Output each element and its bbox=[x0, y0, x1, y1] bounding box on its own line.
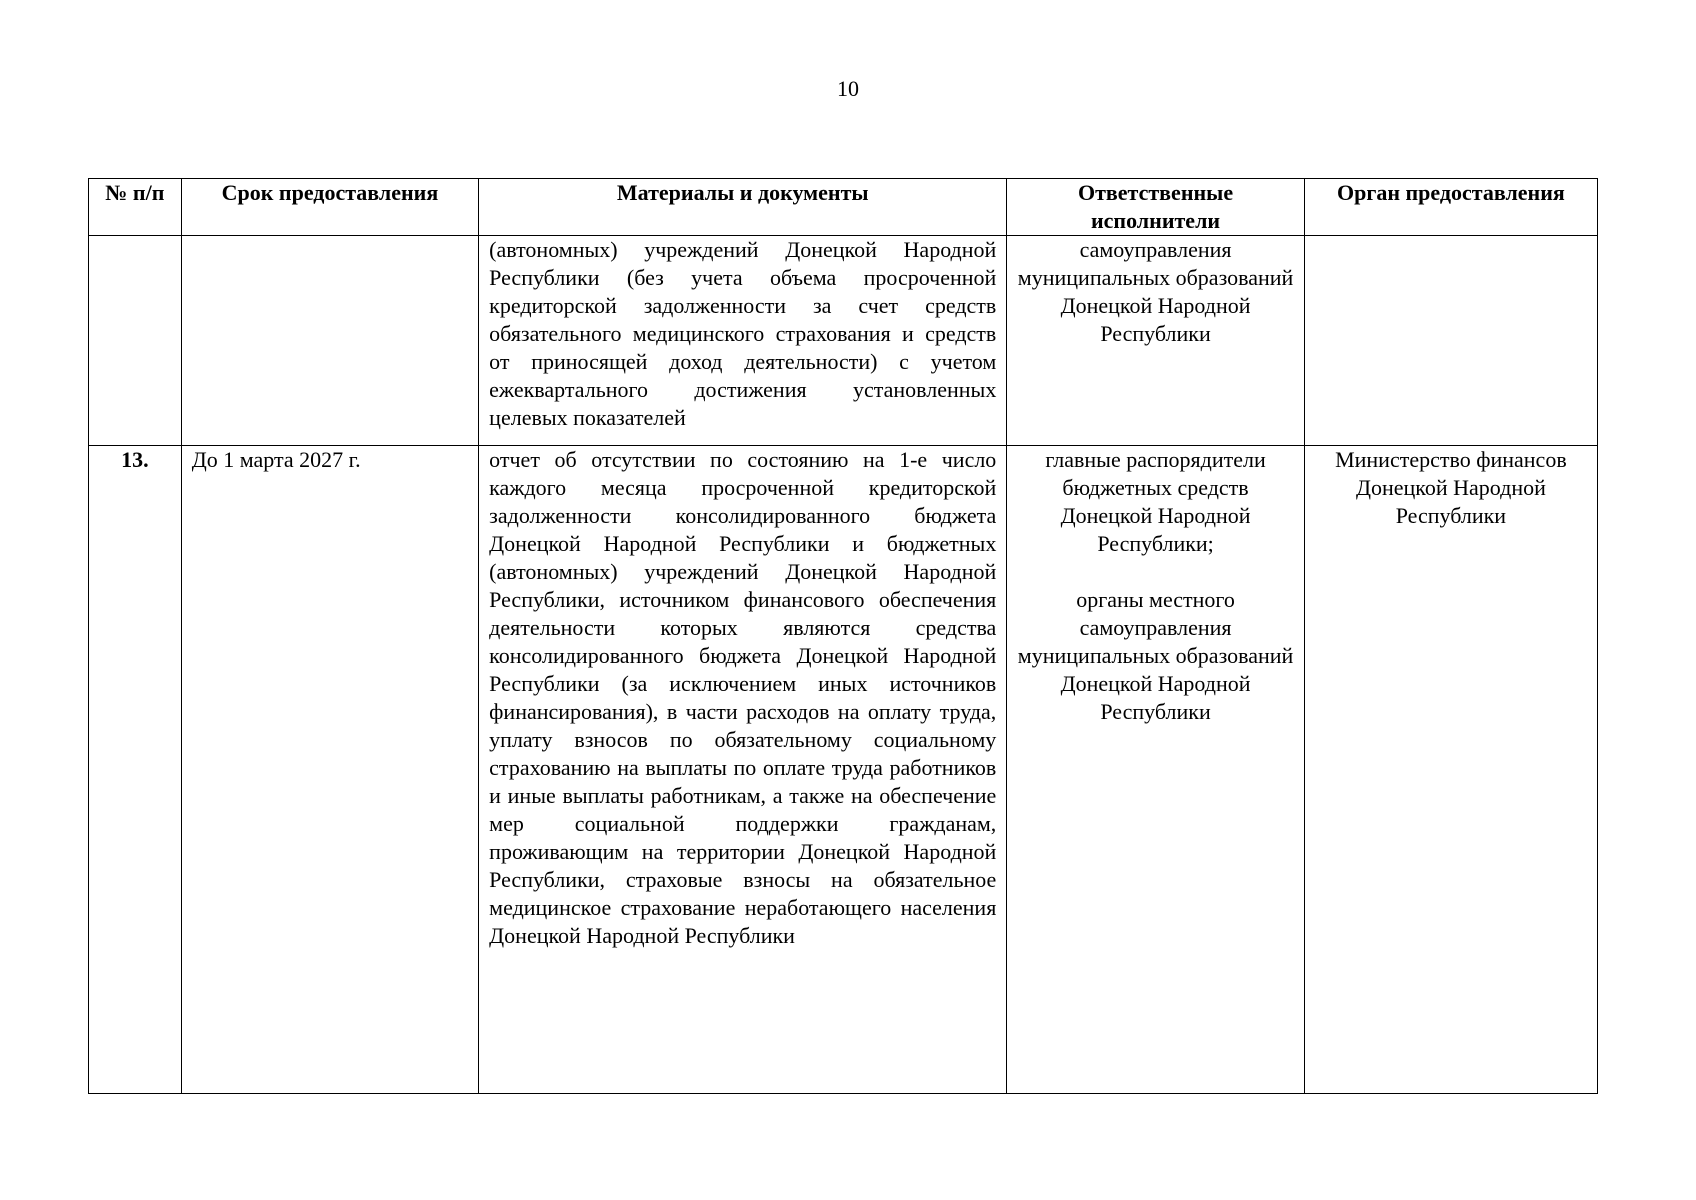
row-org-cell bbox=[1304, 236, 1597, 446]
header-term: Срок предоставления bbox=[181, 179, 478, 236]
row-docs-cell bbox=[479, 446, 1007, 1094]
resp-spacer bbox=[1017, 558, 1293, 586]
row-docs-text: (автономных) учреждений Донецкой Народной Республики (без учета объема просроченной кредиторской задолженности за счет средств обязательного медицинского страхования и средств от приносящей доход деятельности) с учетом ежеквартального достижения установленных целевых показателей bbox=[489, 237, 997, 430]
row-num-cell bbox=[89, 236, 182, 446]
header-num: № п/п bbox=[89, 179, 182, 236]
row-term-cell: До 1 марта 2027 г. bbox=[181, 446, 478, 1094]
row-num-cell: 13. bbox=[89, 446, 182, 1094]
header-docs: Материалы и документы bbox=[479, 179, 1007, 236]
row-resp-cell: самоуправления муниципальных образований Донецкой Народной Республики bbox=[1007, 236, 1304, 446]
resp-main-managers: главные распорядители бюджетных средств Донецкой Народной Республики; bbox=[1045, 447, 1266, 556]
header-org: Орган предоставления bbox=[1304, 179, 1597, 236]
row-resp-cell bbox=[1007, 446, 1304, 1094]
resp-local-authorities: органы местного самоуправления муниципальных образований Донецкой Народной Республики bbox=[1017, 587, 1294, 724]
table-header-row bbox=[89, 179, 1598, 236]
materials-table bbox=[88, 178, 1598, 1094]
row-docs-cell bbox=[479, 236, 1007, 446]
table-row bbox=[89, 446, 1598, 1094]
table-row bbox=[89, 236, 1598, 446]
row-org-cell: Министерство финансов Донецкой Народной Республики bbox=[1304, 446, 1597, 1094]
header-resp: Ответственные исполнители bbox=[1007, 179, 1304, 236]
row-term-cell bbox=[181, 236, 478, 446]
page-number: 10 bbox=[837, 76, 859, 101]
row-docs-text: отчет об отсутствии по состоянию на 1-е число каждого месяца просроченной кредиторской задолженности консолидированного бюджета Донецкой Народной Республики и бюджетных (автономных) учреждений Донецкой Народной Республики, источником финансового обеспечения деятельности которых являются средства консолидированного бюджета Донецкой Народной Республики (за исключением иных источников финансирования), в части расходов на оплату труда, уплату взносов по обязательному социальному страхованию на выплаты по оплате труда работников и иные выплаты работникам, а также на обеспечение мер социальной поддержки гражданам, проживающим на территории Донецкой Народной Республики, страховые взносы на обязательное медицинское страхование неработающего населения Донецкой Народной Республики bbox=[489, 447, 997, 948]
